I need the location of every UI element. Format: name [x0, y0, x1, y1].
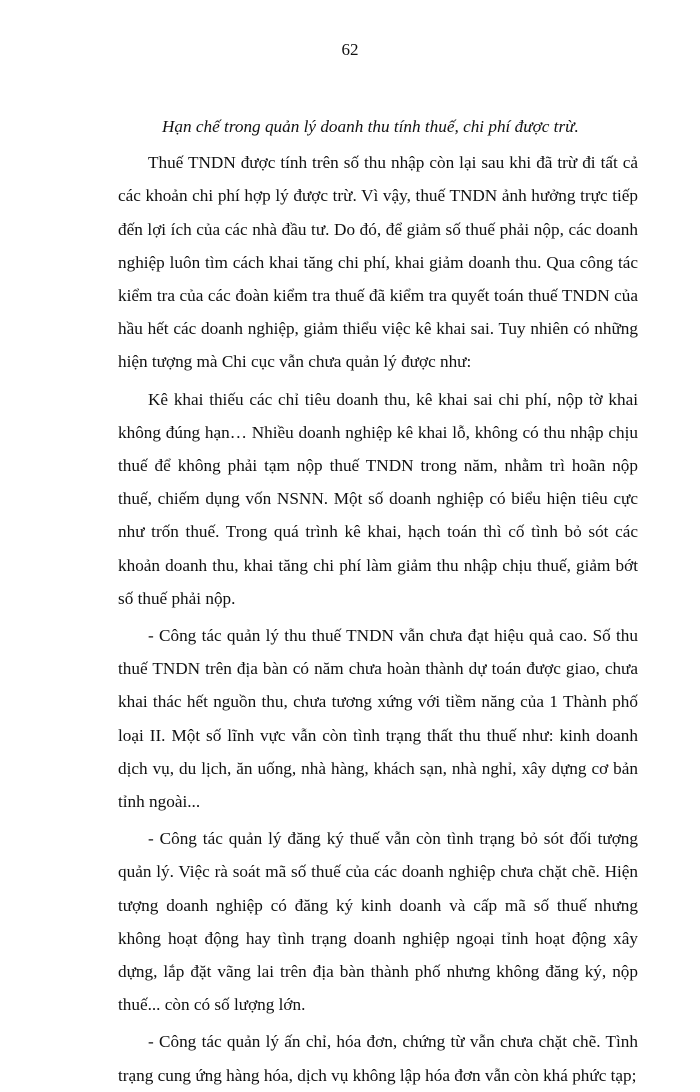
section-subheading: Hạn chế trong quản lý doanh thu tính thuế, chi phí được trừ.: [162, 117, 579, 136]
page-number: 62: [341, 40, 359, 59]
paragraph-invoice-management: - Công tác quản lý ấn chỉ, hóa đơn, chứng từ vẫn chưa chặt chẽ. Tình trạng cung ứng hàng hóa, dịch vụ không lập hóa đơn vẫn còn khá phức tạp;: [118, 1032, 638, 1085]
paragraph-declaration-issues: Kê khai thiếu các chỉ tiêu doanh thu, kê khai sai chi phí, nộp tờ khai không đúng hạn… Nhiều doanh nghiệp kê khai lỗ, không có thu nhập chịu thuế để không phải tạm nộp thuế TNDN trong năm, nhằm trì hoãn nộp thuế, chiếm dụng vốn NSNN. Một số doanh nghiệp có biểu hiện tiêu cực như trốn thuế. Trong quá trình kê khai, hạch toán thì cố tình bỏ sót các khoản doanh thu, khai tăng chi phí làm giảm thu nhập chịu thuế, giảm bớt số thuế phải nộp.: [118, 389, 638, 608]
paragraph-tax-registration: - Công tác quản lý đăng ký thuế vẫn còn tình trạng bỏ sót đối tượng quản lý. Việc rà soát mã số thuế của các doanh nghiệp chưa chặt chẽ. Hiện tượng doanh nghiệp có đăng ký kinh doanh và cấp mã số thuế nhưng không hoạt động hay tình trạng doanh nghiệp ngoại tỉnh hoạt động xây dựng, lắp đặt vãng lai trên địa bàn thành phố nhưng không đăng ký, nộp thuế... còn có số lượng lớn.: [118, 829, 638, 1015]
page-content: [118, 110, 638, 1092]
paragraph-tax-collection: - Công tác quản lý thu thuế TNDN vẫn chưa đạt hiệu quả cao. Số thu thuế TNDN trên địa bàn có năm chưa hoàn thành dự toán được giao, chưa khai thác hết nguồn thu, chưa tương xứng với tiềm năng của 1 Thành phố loại II. Một số lĩnh vực vẫn còn tình trạng thất thu thuế như: kinh doanh dịch vụ, du lịch, ăn uống, nhà hàng, khách sạn, nhà nghỉ, xây dựng cơ bản tỉnh ngoài...: [118, 626, 638, 812]
paragraph-intro: Thuế TNDN được tính trên số thu nhập còn lại sau khi đã trừ đi tất cả các khoản chi phí hợp lý được trừ. Vì vậy, thuế TNDN ảnh hưởng trực tiếp đến lợi ích của các nhà đầu tư. Do đó, để giảm số thuế phải nộp, các doanh nghiệp luôn tìm cách khai tăng chi phí, khai giảm doanh thu. Qua công tác kiểm tra của các đoàn kiểm tra thuế đã kiểm tra quyết toán thuế TNDN của hầu hết các doanh nghiệp, giảm thiểu việc kê khai sai. Tuy nhiên có những hiện tượng mà Chi cục vẫn chưa quản lý được như:: [118, 153, 638, 372]
